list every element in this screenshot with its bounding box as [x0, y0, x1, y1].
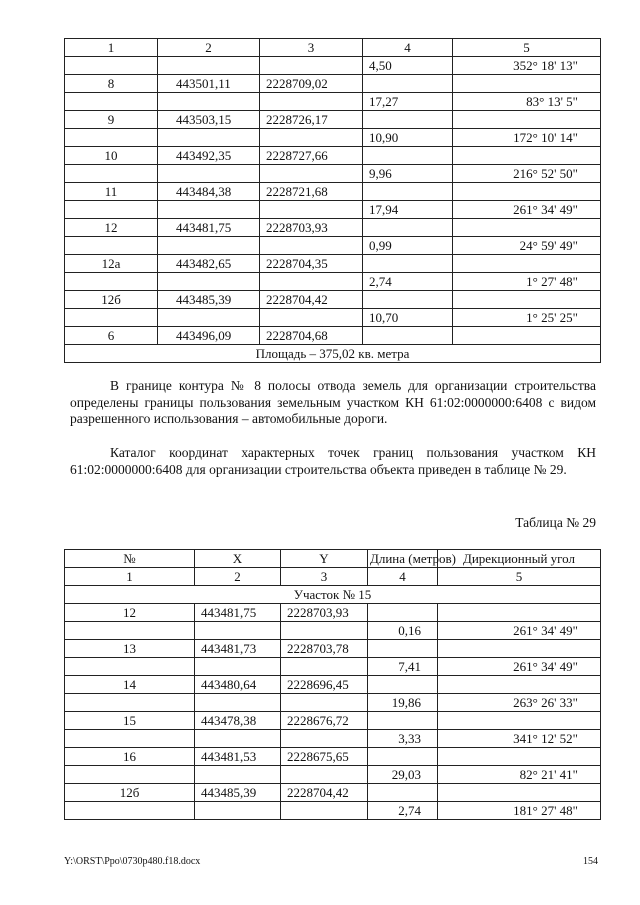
y-coordinate: 2228703,93	[281, 604, 368, 622]
empty-cell	[368, 604, 438, 622]
point-number: 12а	[65, 255, 158, 273]
x-coordinate: 443501,11	[158, 75, 260, 93]
empty-cell	[195, 766, 281, 784]
point-row	[65, 255, 601, 273]
page-number: 154	[583, 856, 598, 867]
x-coordinate: 443492,35	[158, 147, 260, 165]
empty-cell	[65, 93, 158, 111]
x-coordinate: 443481,53	[195, 748, 281, 766]
empty-cell	[281, 802, 368, 820]
point-row	[65, 219, 601, 237]
segment-row	[65, 273, 601, 291]
point-row	[65, 75, 601, 93]
direction-angle: 82° 21' 41"	[438, 766, 601, 784]
empty-cell	[281, 730, 368, 748]
segment-row	[65, 622, 601, 640]
empty-cell	[281, 622, 368, 640]
point-number: 10	[65, 147, 158, 165]
empty-cell	[281, 766, 368, 784]
y-coordinate: 2228709,02	[260, 75, 363, 93]
empty-cell	[260, 273, 363, 291]
empty-cell	[260, 165, 363, 183]
empty-cell	[158, 165, 260, 183]
direction-angle: 261° 34' 49"	[453, 201, 601, 219]
empty-cell	[453, 111, 601, 129]
empty-cell	[65, 658, 195, 676]
empty-cell	[65, 237, 158, 255]
direction-angle: 352° 18' 13"	[453, 57, 601, 75]
paragraph-catalog: Каталог координат характерных точек границ пользования участком КН 61:02:0000000:6408 для организации строительства объекта приведен в таблице № 29.	[70, 445, 596, 477]
direction-angle: 261° 34' 49"	[438, 658, 601, 676]
column-number: 3	[260, 39, 363, 57]
x-coordinate: 443485,39	[158, 291, 260, 309]
empty-cell	[438, 784, 601, 802]
segment-row	[65, 57, 601, 75]
empty-cell	[363, 255, 453, 273]
empty-cell	[65, 309, 158, 327]
y-coordinate: 2228676,72	[281, 712, 368, 730]
y-coordinate: 2228704,35	[260, 255, 363, 273]
direction-angle: 261° 34' 49"	[438, 622, 601, 640]
point-number: 12	[65, 219, 158, 237]
direction-angle: 83° 13' 5"	[453, 93, 601, 111]
direction-angle: 1° 25' 25"	[453, 309, 601, 327]
y-coordinate: 2228726,17	[260, 111, 363, 129]
empty-cell	[438, 748, 601, 766]
empty-cell	[158, 129, 260, 147]
segment-row	[65, 309, 601, 327]
column-header-angle: Дирекционный угол	[438, 550, 601, 568]
column-headers	[65, 550, 601, 568]
y-coordinate: 2228704,42	[281, 784, 368, 802]
segment-row	[65, 730, 601, 748]
direction-angle: 1° 27' 48"	[453, 273, 601, 291]
coordinates-table-29	[64, 549, 601, 820]
direction-angle: 263° 26' 33"	[438, 694, 601, 712]
empty-cell	[65, 694, 195, 712]
empty-cell	[368, 748, 438, 766]
column-header-y: Y	[281, 550, 368, 568]
empty-cell	[65, 622, 195, 640]
point-number: 11	[65, 183, 158, 201]
empty-cell	[260, 129, 363, 147]
empty-cell	[195, 658, 281, 676]
empty-cell	[363, 291, 453, 309]
empty-cell	[195, 802, 281, 820]
empty-cell	[368, 676, 438, 694]
column-number: 4	[363, 39, 453, 57]
empty-cell	[438, 712, 601, 730]
empty-cell	[260, 57, 363, 75]
point-row	[65, 147, 601, 165]
segment-length: 19,86	[368, 694, 438, 712]
empty-cell	[158, 273, 260, 291]
segment-length: 0,16	[368, 622, 438, 640]
empty-cell	[438, 604, 601, 622]
empty-cell	[158, 57, 260, 75]
segment-length: 7,41	[368, 658, 438, 676]
point-number: 13	[65, 640, 195, 658]
empty-cell	[363, 183, 453, 201]
empty-cell	[195, 694, 281, 712]
segment-row	[65, 93, 601, 111]
x-coordinate: 443480,64	[195, 676, 281, 694]
point-row	[65, 784, 601, 802]
segment-length: 0,99	[363, 237, 453, 255]
x-coordinate: 443478,38	[195, 712, 281, 730]
segment-row	[65, 694, 601, 712]
empty-cell	[453, 183, 601, 201]
point-row	[65, 604, 601, 622]
empty-cell	[158, 237, 260, 255]
x-coordinate: 443482,65	[158, 255, 260, 273]
empty-cell	[260, 201, 363, 219]
segment-length: 17,94	[363, 201, 453, 219]
segment-row	[65, 766, 601, 784]
point-row	[65, 712, 601, 730]
empty-cell	[363, 219, 453, 237]
empty-cell	[281, 694, 368, 712]
column-header-x: X	[195, 550, 281, 568]
column-number: 5	[438, 568, 601, 586]
empty-cell	[363, 111, 453, 129]
empty-cell	[363, 147, 453, 165]
segment-length: 29,03	[368, 766, 438, 784]
empty-cell	[453, 147, 601, 165]
x-coordinate: 443485,39	[195, 784, 281, 802]
empty-cell	[281, 658, 368, 676]
point-number: 15	[65, 712, 195, 730]
empty-cell	[65, 165, 158, 183]
segment-row	[65, 802, 601, 820]
y-coordinate: 2228696,45	[281, 676, 368, 694]
segment-length: 17,27	[363, 93, 453, 111]
empty-cell	[438, 640, 601, 658]
x-coordinate: 443484,38	[158, 183, 260, 201]
point-number: 12б	[65, 784, 195, 802]
column-header-number: №	[65, 550, 195, 568]
segment-length: 2,74	[363, 273, 453, 291]
empty-cell	[65, 766, 195, 784]
y-coordinate: 2228703,93	[260, 219, 363, 237]
empty-cell	[453, 219, 601, 237]
column-number: 2	[158, 39, 260, 57]
paragraph-contour-8: В границе контура № 8 полосы отвода земель для организации строительства определены границы пользования земельным участком КН 61:02:0000000:6408 с видом разрешенного использования – автомобильные дороги.	[70, 378, 596, 426]
empty-cell	[65, 57, 158, 75]
empty-cell	[453, 75, 601, 93]
direction-angle: 181° 27' 48"	[438, 802, 601, 820]
segment-row	[65, 201, 601, 219]
x-coordinate: 443481,75	[195, 604, 281, 622]
footer-file-path: Y:\ORST\Ppo\0730p480.f18.docx	[64, 856, 201, 867]
empty-cell	[260, 237, 363, 255]
empty-cell	[65, 802, 195, 820]
y-coordinate: 2228727,66	[260, 147, 363, 165]
empty-cell	[65, 129, 158, 147]
segment-row	[65, 129, 601, 147]
column-number: 1	[65, 39, 158, 57]
point-row	[65, 640, 601, 658]
section-title: Участок № 15	[65, 586, 601, 604]
direction-angle: 24° 59' 49"	[453, 237, 601, 255]
table-caption: Таблица № 29	[515, 515, 596, 530]
empty-cell	[260, 93, 363, 111]
y-coordinate: 2228704,42	[260, 291, 363, 309]
direction-angle: 216° 52' 50"	[453, 165, 601, 183]
segment-length: 10,90	[363, 129, 453, 147]
empty-cell	[363, 75, 453, 93]
column-number: 4	[368, 568, 438, 586]
empty-cell	[453, 327, 601, 345]
point-row	[65, 291, 601, 309]
empty-cell	[368, 712, 438, 730]
point-number: 6	[65, 327, 158, 345]
section-row	[65, 586, 601, 604]
area-total: Площадь – 375,02 кв. метра	[65, 345, 601, 363]
segment-length: 4,50	[363, 57, 453, 75]
empty-cell	[260, 309, 363, 327]
empty-cell	[158, 93, 260, 111]
point-row	[65, 327, 601, 345]
segment-length: 3,33	[368, 730, 438, 748]
empty-cell	[65, 201, 158, 219]
segment-length: 2,74	[368, 802, 438, 820]
point-number: 12б	[65, 291, 158, 309]
header-row	[65, 39, 601, 57]
direction-angle: 341° 12' 52"	[438, 730, 601, 748]
segment-row	[65, 165, 601, 183]
point-row	[65, 183, 601, 201]
empty-cell	[158, 309, 260, 327]
x-coordinate: 443481,73	[195, 640, 281, 658]
empty-cell	[453, 255, 601, 273]
direction-angle: 172° 10' 14"	[453, 129, 601, 147]
point-row	[65, 748, 601, 766]
segment-row	[65, 658, 601, 676]
point-number: 8	[65, 75, 158, 93]
segment-length: 9,96	[363, 165, 453, 183]
point-row	[65, 676, 601, 694]
point-number: 9	[65, 111, 158, 129]
column-header-length: Длина (метров)	[368, 550, 438, 568]
empty-cell	[158, 201, 260, 219]
y-coordinate: 2228704,68	[260, 327, 363, 345]
empty-cell	[368, 784, 438, 802]
x-coordinate: 443503,15	[158, 111, 260, 129]
empty-cell	[368, 640, 438, 658]
column-number: 2	[195, 568, 281, 586]
column-number: 5	[453, 39, 601, 57]
column-numbers-row	[65, 568, 601, 586]
empty-cell	[65, 273, 158, 291]
y-coordinate: 2228721,68	[260, 183, 363, 201]
empty-cell	[363, 327, 453, 345]
area-row	[65, 345, 601, 363]
y-coordinate: 2228703,78	[281, 640, 368, 658]
empty-cell	[65, 730, 195, 748]
y-coordinate: 2228675,65	[281, 748, 368, 766]
segment-row	[65, 237, 601, 255]
column-number: 1	[65, 568, 195, 586]
empty-cell	[195, 730, 281, 748]
column-number: 3	[281, 568, 368, 586]
point-number: 16	[65, 748, 195, 766]
x-coordinate: 443496,09	[158, 327, 260, 345]
empty-cell	[438, 676, 601, 694]
point-row	[65, 111, 601, 129]
coordinates-table-continued	[64, 38, 601, 363]
empty-cell	[453, 291, 601, 309]
point-number: 14	[65, 676, 195, 694]
segment-length: 10,70	[363, 309, 453, 327]
empty-cell	[195, 622, 281, 640]
x-coordinate: 443481,75	[158, 219, 260, 237]
point-number: 12	[65, 604, 195, 622]
